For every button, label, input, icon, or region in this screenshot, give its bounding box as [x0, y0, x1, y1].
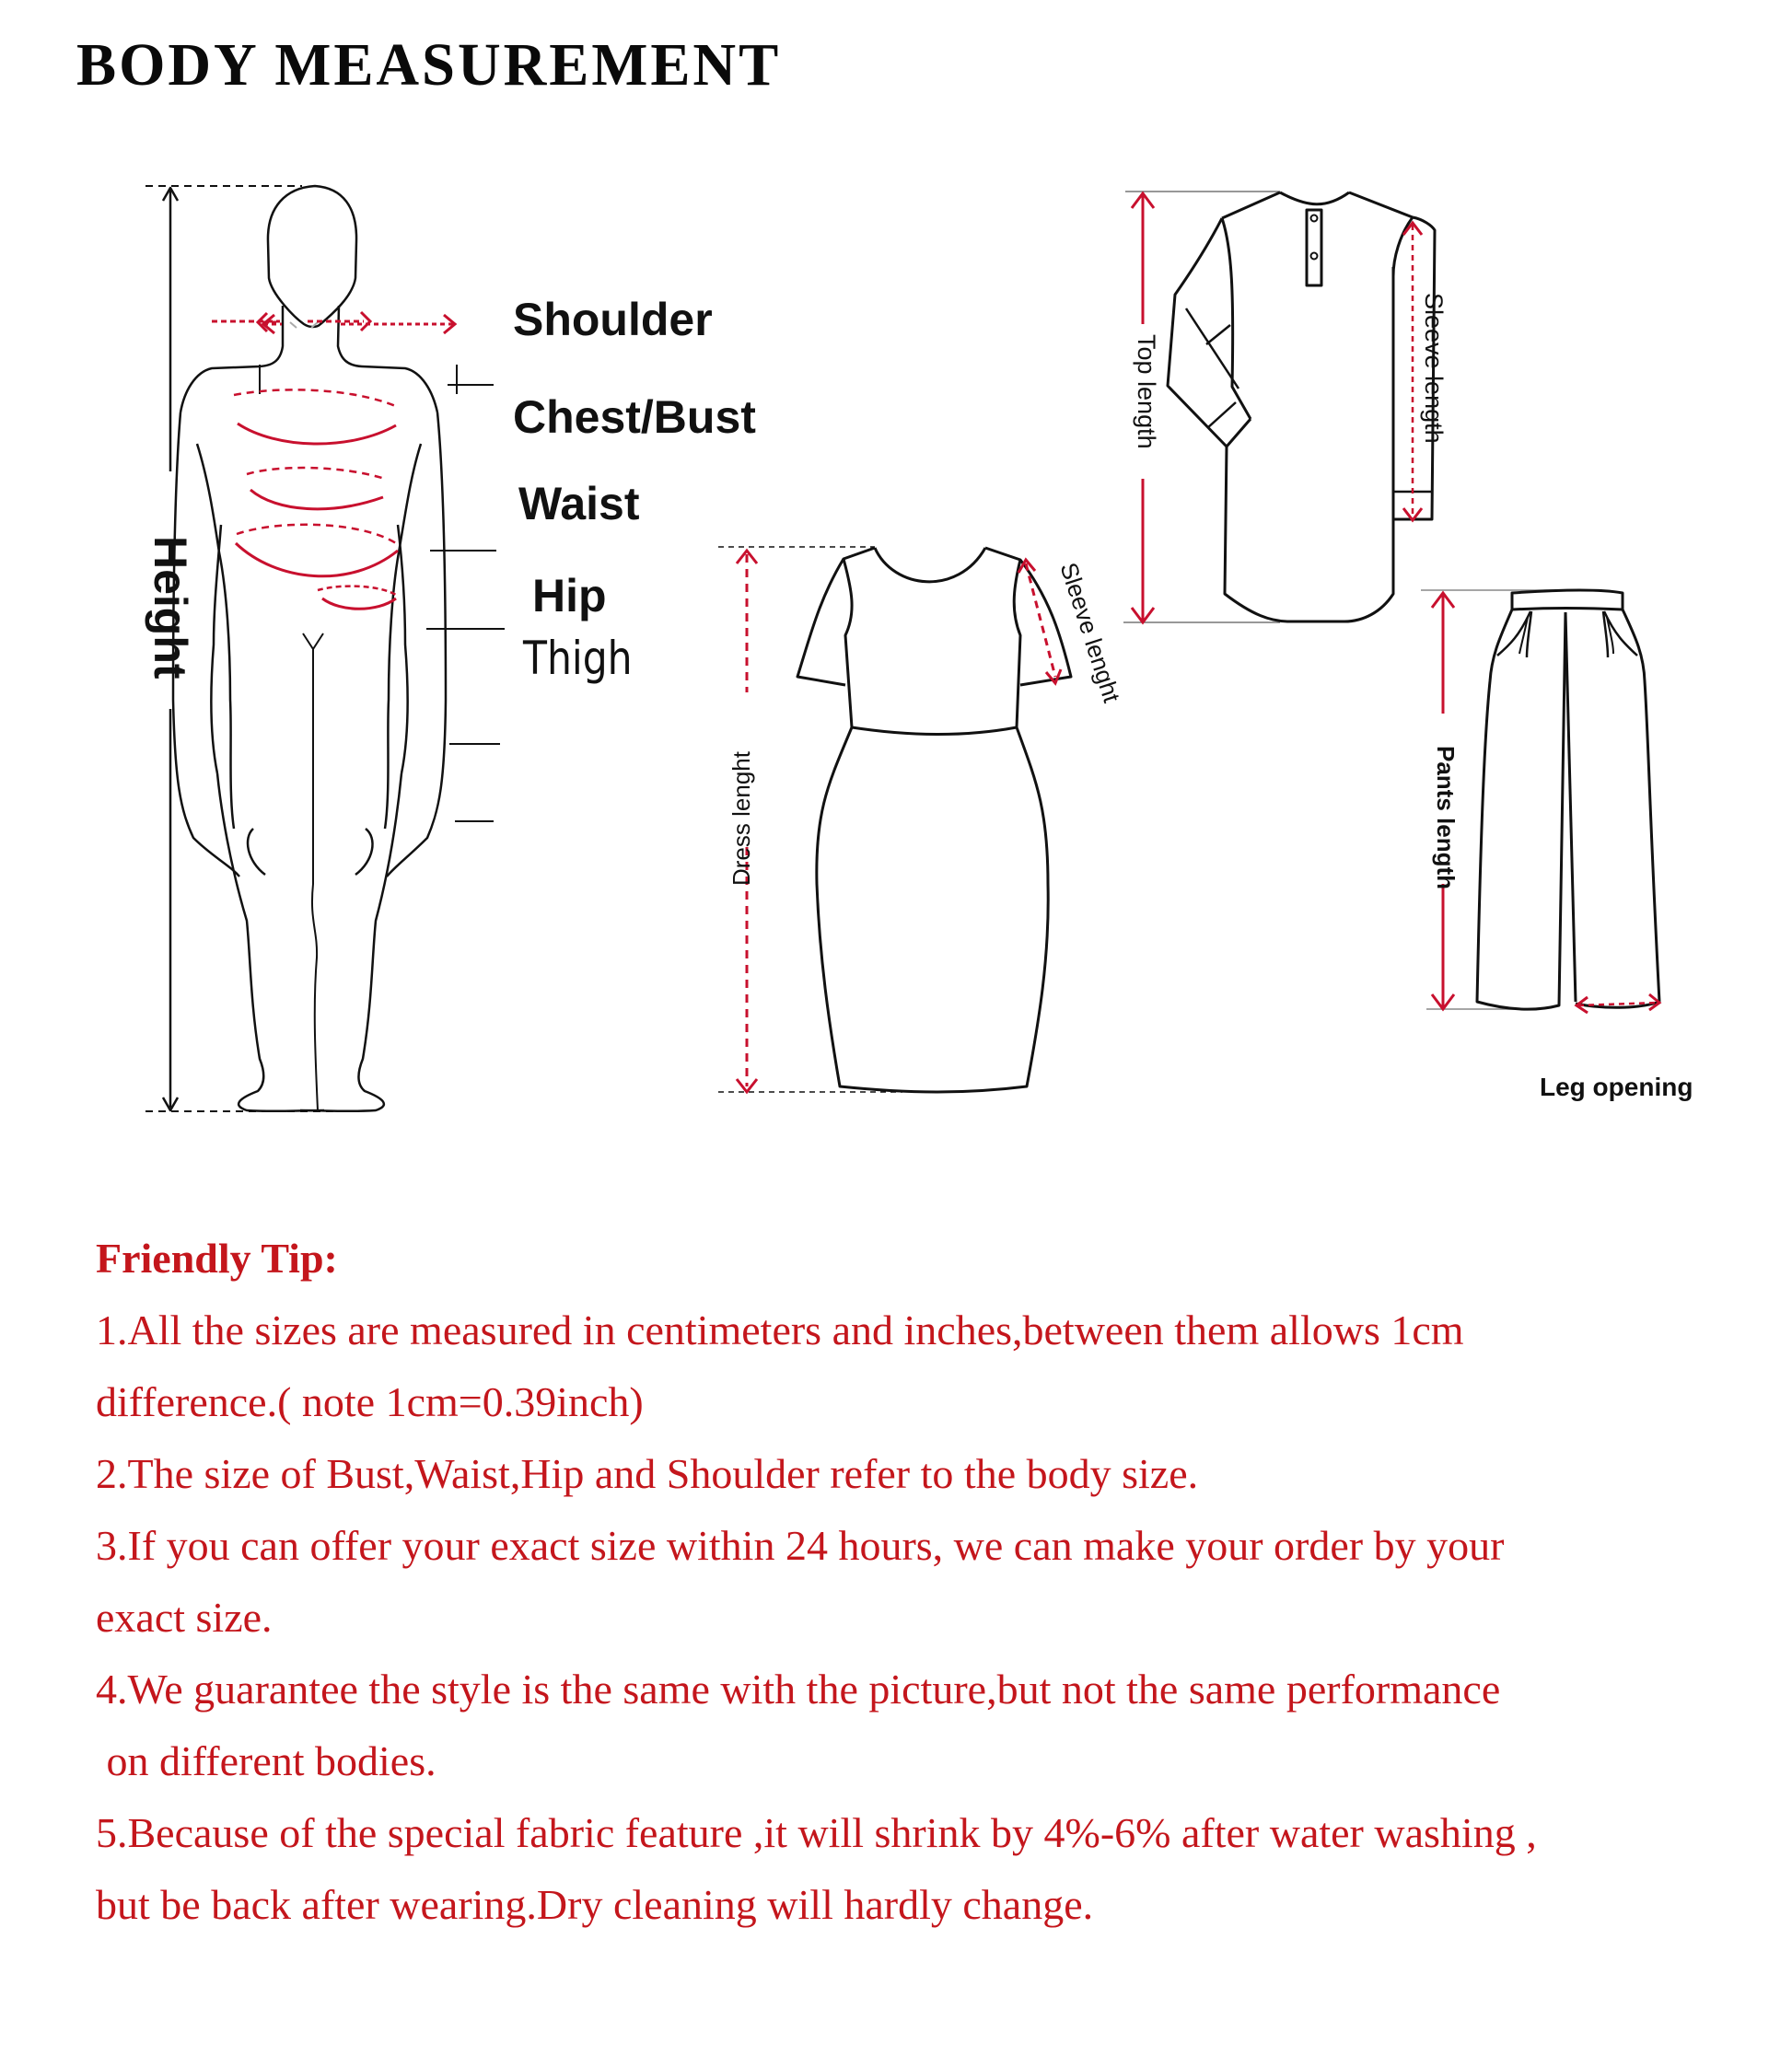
tip-line: on different bodies. — [96, 1737, 436, 1784]
tip-line: exact size. — [96, 1594, 273, 1641]
tip-line: but be back after wearing.Dry cleaning will hardly change. — [96, 1881, 1094, 1928]
tip-line: 2.The size of Bust,Waist,Hip and Shoulder refer to the body size. — [96, 1450, 1199, 1497]
page-title: BODY MEASUREMENT — [76, 31, 782, 99]
top-length-label: Top length — [1133, 334, 1160, 449]
top-illustration — [1123, 192, 1435, 622]
dress-illustration — [718, 547, 1071, 1092]
shoulder-label: Shoulder — [513, 294, 713, 345]
thigh-label: Thigh — [523, 632, 633, 685]
tip-line: 3.If you can offer your exact size within 24 hours, we can make your order by your — [96, 1522, 1505, 1569]
dress-length-label: Dress lenght — [727, 751, 755, 886]
tip-line: 5.Because of the special fabric feature ,it will shrink by 4%-6% after water washing , — [96, 1809, 1537, 1856]
leg-opening-label: Leg opening — [1540, 1073, 1693, 1101]
top-sleeve-length-label: Sleeve length — [1420, 293, 1448, 444]
top-measure-lines — [1132, 193, 1422, 622]
chest-bust-label: Chest/Bust — [513, 391, 756, 443]
tip-line: 4.We guarantee the style is the same with the picture,but not the same performance — [96, 1666, 1501, 1713]
friendly-tips — [96, 1223, 1753, 1941]
body-measure-lines — [212, 306, 398, 609]
tip-line: difference.( note 1cm=0.39inch) — [96, 1378, 644, 1425]
dress-sleeve-length-label: Sleeve lenght — [1054, 559, 1126, 706]
pants-measure-lines — [1432, 593, 1659, 1013]
pants-length-label: Pants length — [1432, 746, 1460, 890]
dress-measure-lines — [737, 551, 1061, 1092]
tips-heading: Friendly Tip: — [96, 1235, 338, 1282]
tip-line: 1.All the sizes are measured in centimeters and inches,between them allows 1cm — [96, 1306, 1464, 1353]
hip-label: Hip — [532, 570, 607, 621]
waist-label: Waist — [518, 478, 640, 529]
height-label: Height — [145, 536, 196, 679]
